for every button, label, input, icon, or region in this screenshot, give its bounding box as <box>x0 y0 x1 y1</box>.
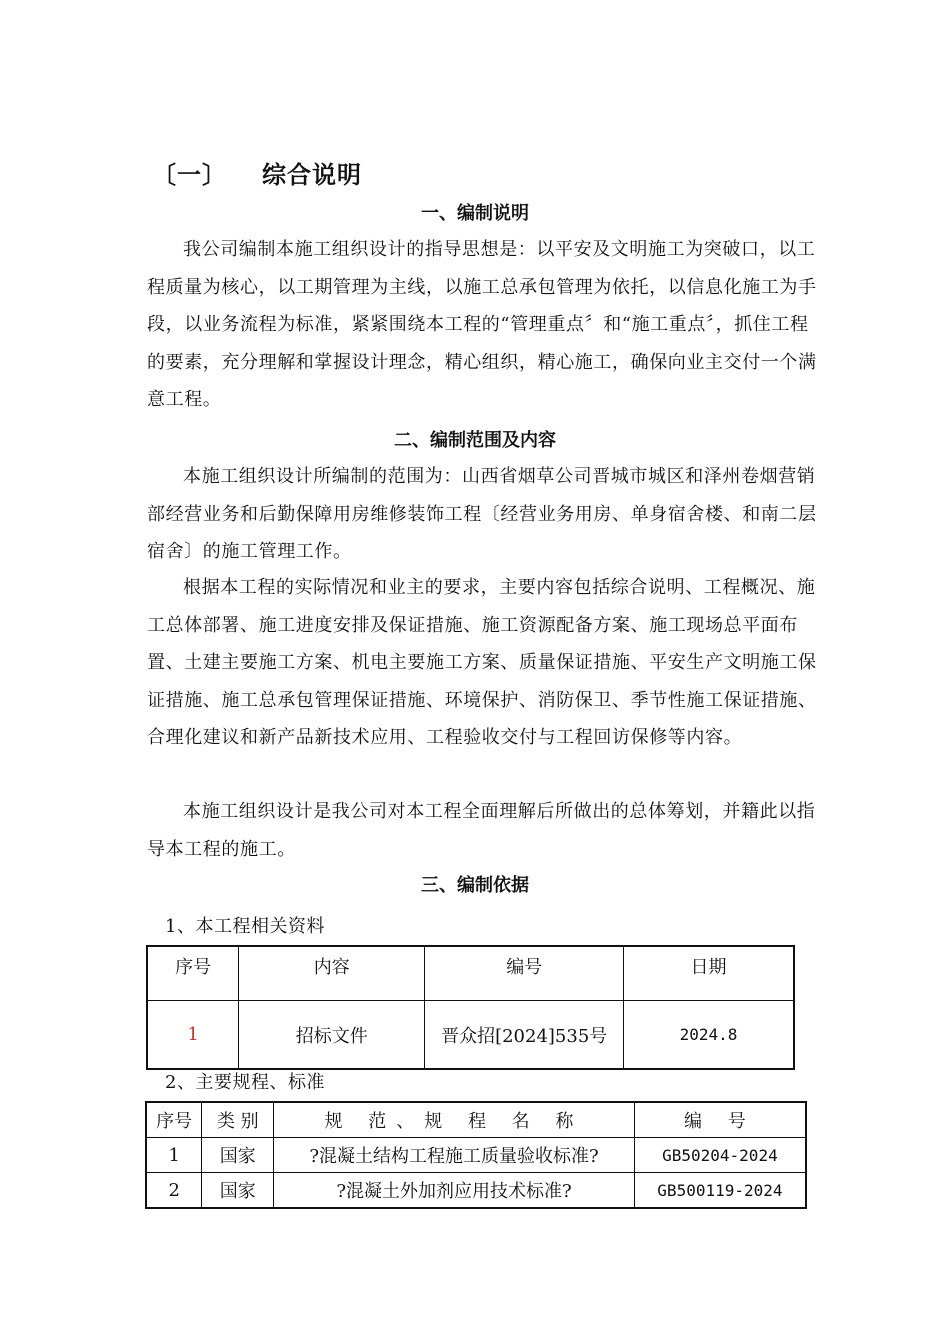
section-1-paragraph: 我公司编制本施工组织设计的指导思想是：以平安及文明施工为突破口，以工程质量为核心，以工期管理为主线，以施工总承包管理为依托，以信息化施工为手段，以业务流程为标准，紧紧围绕本工程的“管理重点〞和“施工重点〞，抓住工程的要素，充分理解和掌握设计理念，精心组织，精心施工，确保向业主交付一个满意工程。 <box>147 239 817 410</box>
table-header-cell: 编 号 <box>634 1102 806 1138</box>
section-2-paragraph-1: 本施工组织设计所编制的范围为：山西省烟草公司晋城市城区和泽州卷烟营销部经营业务和后勤保障用房维修装饰工程〔经营业务用房、单身宿舍楼、和南二层宿舍〕的施工管理工作。 <box>147 466 817 562</box>
table-cell: 晋众招[2024]535号 <box>425 1001 624 1070</box>
chapter-title: 综合说明 <box>262 161 362 189</box>
table-cell: 国家 <box>202 1138 274 1173</box>
table-header-cell: 规 范、规 程 名 称 <box>274 1102 635 1138</box>
section-heading-1: 一、编制说明 <box>421 203 529 224</box>
table-cell: GB50204-2024 <box>634 1138 806 1173</box>
table-cell-index: 1 <box>147 1001 239 1070</box>
chapter-heading <box>152 155 362 190</box>
table-cell: 1 <box>146 1138 202 1173</box>
table-row <box>146 1173 806 1209</box>
section-heading-3: 三、编制依据 <box>421 875 529 896</box>
table-header-cell: 序号 <box>146 1102 202 1138</box>
table-cell: 招标文件 <box>239 1001 425 1070</box>
table-header-cell: 类 别 <box>202 1102 274 1138</box>
table-header-row <box>147 946 794 1001</box>
table-row <box>146 1138 806 1173</box>
subheading-related-materials: 1、本工程相关资料 <box>165 916 325 937</box>
subheading-standards: 2、主要规程、标准 <box>165 1072 325 1093</box>
table-header-cell: 内容 <box>239 946 425 1001</box>
related-materials-table <box>146 945 795 1070</box>
table-cell: GB500119-2024 <box>634 1173 806 1209</box>
section-2-paragraph-3: 本施工组织设计是我公司对本工程全面理解后所做出的总体筹划，并籍此以指导本工程的施工。 <box>147 801 816 860</box>
table-cell: 2024.8 <box>623 1001 794 1070</box>
table-header-cell: 日期 <box>623 946 794 1001</box>
table-cell: ?混凝土外加剂应用技术标准? <box>274 1173 635 1209</box>
table-cell: 2 <box>146 1173 202 1209</box>
standards-table <box>145 1101 807 1209</box>
table-header-cell: 编号 <box>425 946 624 1001</box>
table-row <box>147 1001 794 1070</box>
table-cell: 国家 <box>202 1173 274 1209</box>
table-header-row <box>146 1102 806 1138</box>
section-2-paragraph-2: 根据本工程的实际情况和业主的要求，主要内容包括综合说明、工程概况、施工总体部署、施工进度安排及保证措施、施工资源配备方案、施工现场总平面布置、土建主要施工方案、机电主要施工方案、质量保证措施、平安生产文明施工保证措施、施工总承包管理保证措施、环境保护、消防保卫、季节性施工保证措施、合理化建议和新产品新技术应用、工程验收交付与工程回访保修等内容。 <box>147 577 817 748</box>
section-heading-2: 二、编制范围及内容 <box>394 430 556 451</box>
table-header-cell: 序号 <box>147 946 239 1001</box>
table-cell: ?混凝土结构工程施工质量验收标准? <box>274 1138 635 1173</box>
chapter-number: 〔一〕 <box>152 161 227 189</box>
